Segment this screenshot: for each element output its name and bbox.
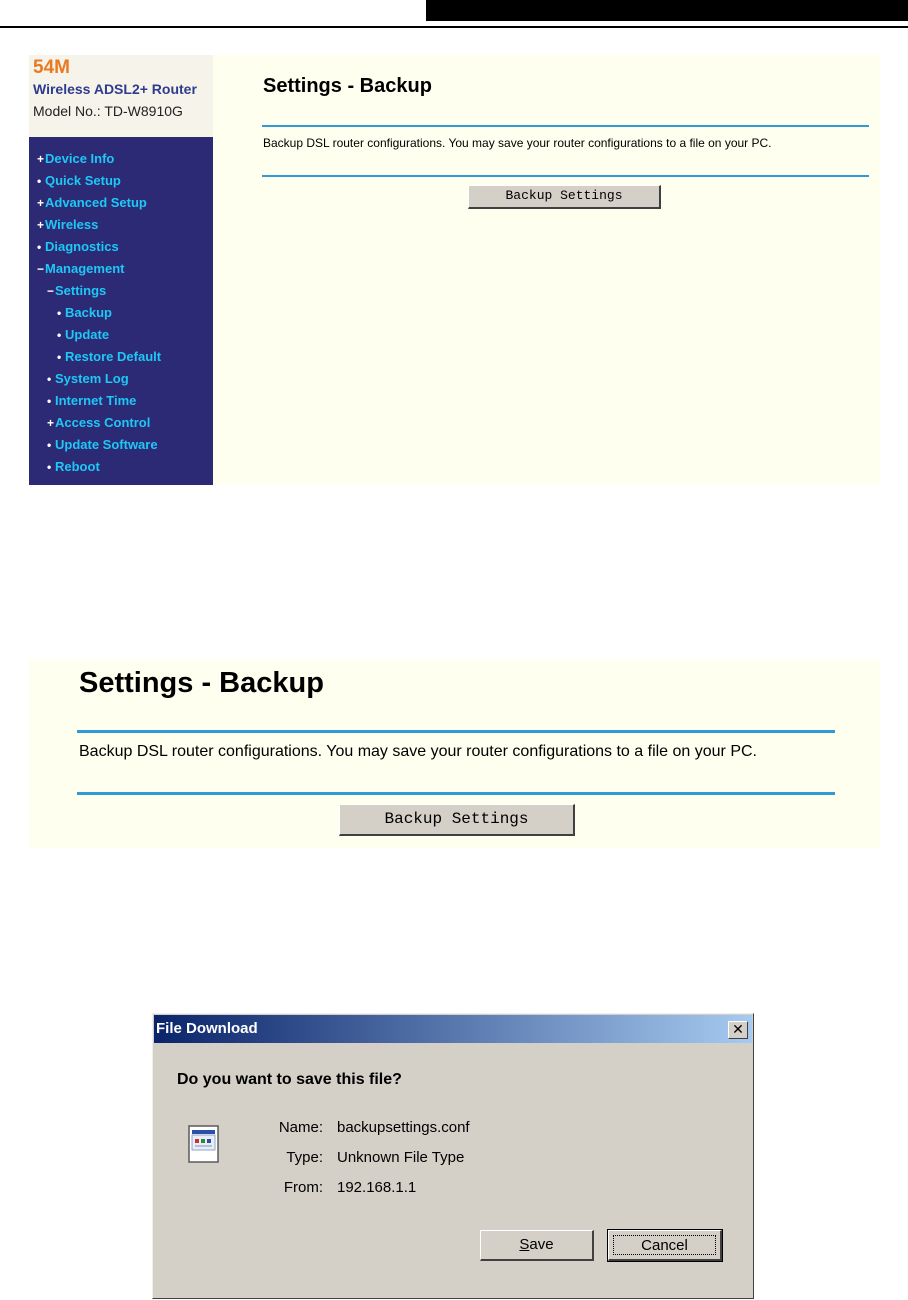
cancel-label: Cancel (613, 1235, 716, 1255)
from-value: 192.168.1.1 (337, 1179, 417, 1196)
document-header-rule (0, 26, 908, 28)
sidebar-item-label: Advanced Setup (45, 195, 147, 210)
sidebar-item-marker: • (37, 240, 42, 254)
sidebar-item-marker: • (47, 372, 52, 386)
sidebar-item-label: Backup (65, 305, 112, 320)
save-access-key: S (519, 1236, 530, 1253)
sidebar-item-label: Access Control (55, 415, 151, 430)
sidebar-item-label: Device Info (45, 151, 115, 166)
dialog-titlebar[interactable] (154, 1015, 752, 1043)
product-name: Wireless ADSL2+ Router (33, 81, 197, 97)
sidebar-item-label: Internet Time (55, 393, 137, 408)
sidebar-item-marker: − (37, 262, 45, 276)
page-title: Settings - Backup (263, 75, 432, 97)
backup-settings-button[interactable]: Backup Settings (468, 185, 661, 209)
sidebar-item-settings[interactable] (47, 283, 106, 303)
sidebar-item-label: System Log (55, 371, 129, 386)
sidebar-item-update[interactable] (57, 327, 109, 347)
sidebar-item-marker: • (57, 328, 62, 342)
divider (262, 125, 869, 127)
sidebar-item-label: Quick Setup (45, 173, 121, 188)
dialog-title: File Download (156, 1020, 258, 1037)
sidebar-item-marker: + (47, 416, 55, 430)
model-number: Model No.: TD-W8910G (33, 103, 183, 119)
sidebar-item-label: Settings (55, 283, 107, 298)
sidebar-item-restore-default[interactable] (57, 349, 161, 369)
sidebar-item-backup[interactable] (57, 305, 112, 325)
sidebar-item-marker: • (47, 460, 52, 474)
page-description: Backup DSL router configurations. You may save your router configurations to a file on your PC. (263, 136, 772, 150)
from-label: From: (283, 1179, 323, 1196)
model-badge: 54M (33, 57, 70, 78)
sidebar-item-wireless[interactable] (37, 217, 98, 237)
save-button[interactable] (480, 1230, 594, 1261)
brand-panel (29, 55, 213, 137)
sidebar-item-marker: + (37, 152, 45, 166)
sidebar-item-marker: − (47, 284, 55, 298)
sidebar-item-marker: • (57, 306, 62, 320)
sidebar-item-internet-time[interactable] (47, 393, 136, 413)
page-description: Backup DSL router configurations. You may save your router configurations to a file on your PC. (79, 743, 757, 760)
sidebar-item-reboot[interactable] (47, 459, 100, 479)
router-settings-screenshot (29, 55, 880, 485)
divider (262, 175, 869, 177)
sidebar-item-marker: • (47, 438, 52, 452)
sidebar-item-device-info[interactable] (37, 151, 114, 171)
file-download-dialog (152, 1013, 754, 1299)
sidebar-item-label: Update Software (55, 437, 158, 452)
sidebar-item-update-software[interactable] (47, 437, 158, 457)
close-icon[interactable]: ✕ (728, 1021, 748, 1039)
sidebar-item-quick-setup[interactable] (37, 173, 121, 193)
type-label: Type: (286, 1149, 323, 1166)
sidebar-item-label: Restore Default (65, 349, 162, 364)
sidebar-item-management[interactable] (37, 261, 124, 281)
sidebar-item-marker: • (57, 350, 62, 364)
sidebar-item-access-control[interactable] (47, 415, 150, 435)
name-label: Name: (278, 1119, 323, 1136)
type-value: Unknown File Type (337, 1149, 465, 1166)
sidebar-item-label: Management (45, 261, 125, 276)
sidebar-item-marker: + (37, 196, 45, 210)
sidebar-item-marker: • (47, 394, 52, 408)
name-value: backupsettings.conf (337, 1119, 470, 1136)
backup-settings-button[interactable]: Backup Settings (339, 804, 575, 836)
sidebar-item-marker: + (37, 218, 45, 232)
sidebar-item-label: Update (65, 327, 110, 342)
sidebar-item-label: Diagnostics (45, 239, 119, 254)
page-title: Settings - Backup (79, 667, 324, 699)
sidebar-item-label: Reboot (55, 459, 100, 474)
sidebar-item-label: Wireless (45, 217, 99, 232)
document-header-bar (426, 0, 908, 21)
sidebar-item-diagnostics[interactable] (37, 239, 119, 259)
sidebar (29, 55, 213, 485)
sidebar-item-system-log[interactable] (47, 371, 129, 391)
cancel-button[interactable] (608, 1230, 722, 1261)
sidebar-item-marker: • (37, 174, 42, 188)
sidebar-item-advanced-setup[interactable] (37, 195, 147, 215)
backup-panel-zoomed (29, 659, 880, 848)
dialog-question: Do you want to save this file? (177, 1071, 402, 1088)
save-label-rest: ave (529, 1236, 554, 1253)
divider (77, 792, 835, 795)
divider (77, 730, 835, 733)
